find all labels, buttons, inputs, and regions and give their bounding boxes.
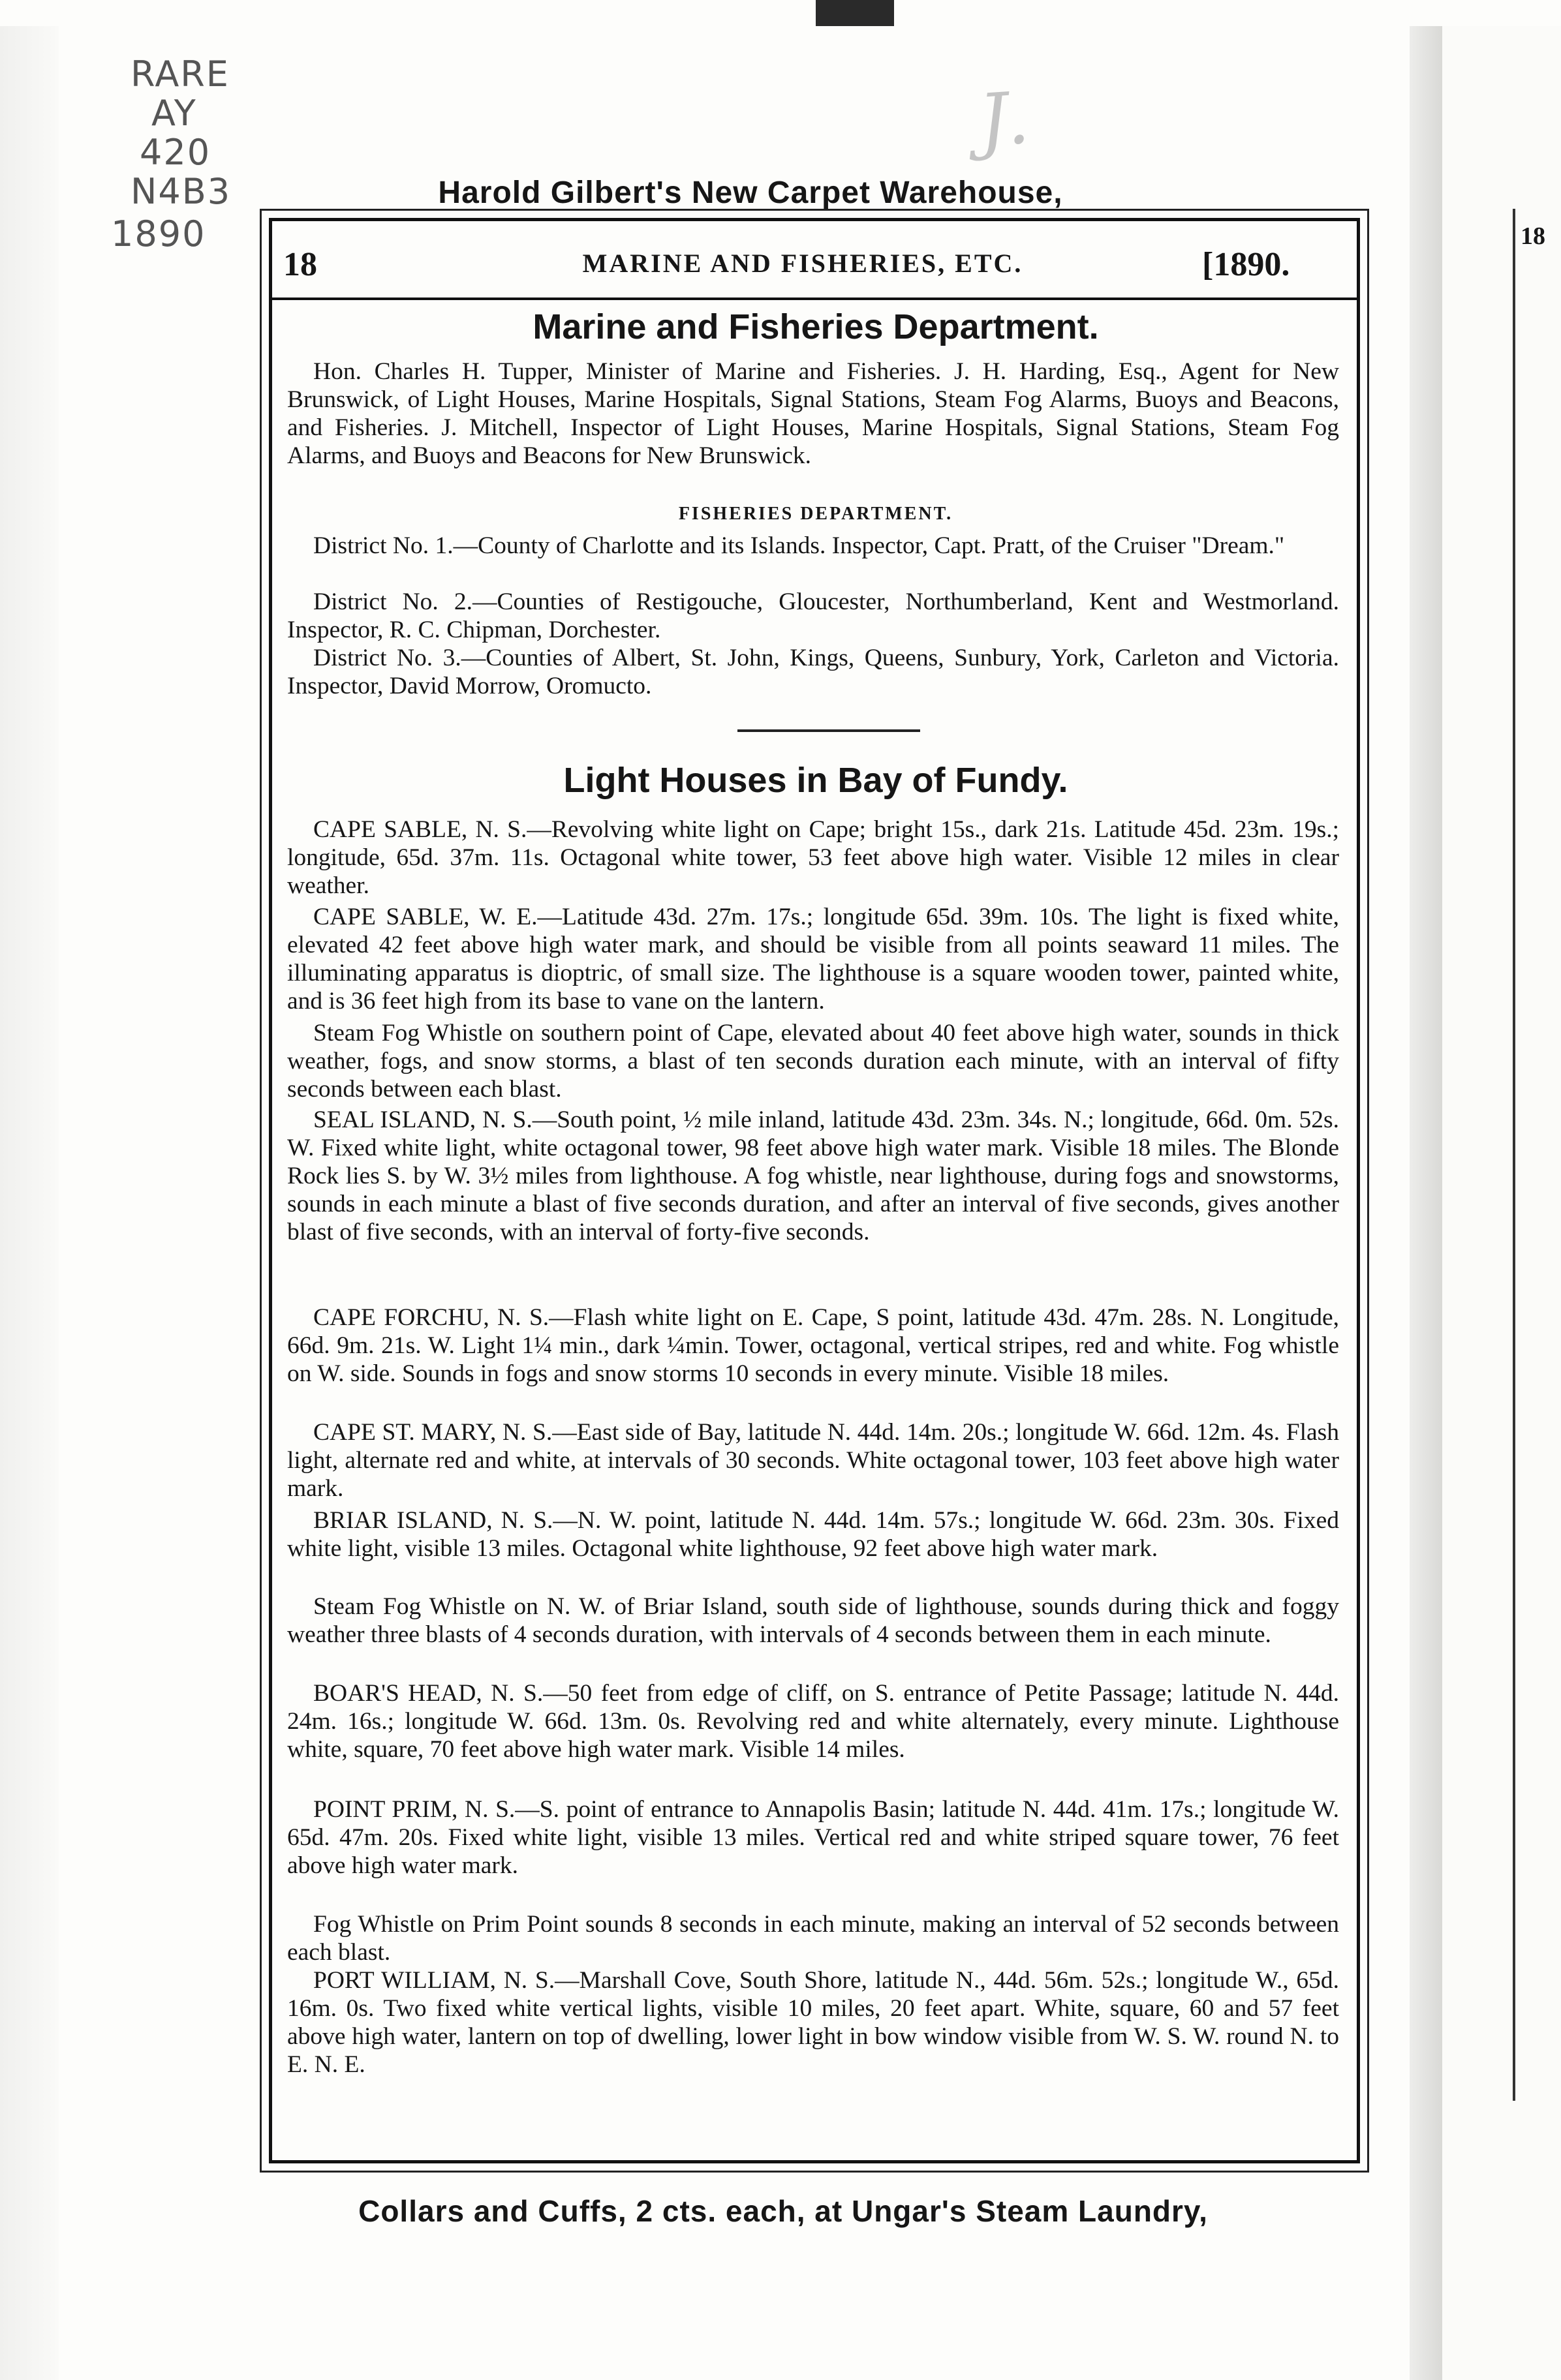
facing-page-border <box>1513 209 1515 2101</box>
page-number: 18 <box>283 246 317 283</box>
catalog-mark-line: 420 <box>140 132 211 173</box>
district-2: District No. 2.—Counties of Restigouche, Gloucester, Northumberland, Kent and Westmorland. Inspector, R. C. Chipman, Dorchester. <box>287 588 1339 643</box>
scan-binding-shadow <box>816 0 894 26</box>
department-intro: Hon. Charles H. Tupper, Minister of Marine and Fisheries. J. H. Harding, Esq., Agent for New Brunswick, of Light Houses, Marine Hospitals, Signal Stations, Steam Fog Alarms, Buoys and Beacons, and Fisheries. J. Mitchell, Inspector of Light Houses, Marine Hospitals, Signal Stations, Steam Fog Alarms, and Buoys and Beacons for New Brunswick. <box>287 358 1339 469</box>
catalog-mark-line: RARE <box>131 53 230 95</box>
section-heading-department: Marine and Fisheries Department. <box>533 307 1099 346</box>
lighthouse-entry: CAPE SABLE, N. S.—Revolving white light on Cape; bright 15s., dark 21s. Latitude 45d. 23m. 19s.; longitude, 65d. 37m. 11s. Octagonal white tower, 53 feet above high water. Visible 12 miles in clear weather. <box>287 816 1339 899</box>
lighthouse-entry: CAPE ST. MARY, N. S.—East side of Bay, latitude N. 44d. 14m. 20s.; longitude W. 66d. 12m. 4s. Flash light, alternate red and white, at intervals of 30 seconds. White octagonal tower, 103 feet above high water mark. <box>287 1419 1339 1502</box>
book-gutter <box>1410 26 1442 2380</box>
footer-advertisement: Collars and Cuffs, 2 cts. each, at Ungar's Steam Laundry, <box>358 2194 1208 2228</box>
facing-page <box>1442 26 1561 2380</box>
section-heading-lighthouses: Light Houses in Bay of Fundy. <box>563 761 1068 800</box>
lighthouse-entry: Steam Fog Whistle on N. W. of Briar Island, south side of lighthouse, sounds during thick and foggy weather three blasts of 4 seconds duration, with intervals of 4 seconds between them in each minute. <box>287 1593 1339 1648</box>
scan-left-margin <box>0 26 59 2380</box>
catalog-mark-line: N4B3 <box>131 171 232 212</box>
section-divider <box>737 729 920 732</box>
lighthouse-entry: SEAL ISLAND, N. S.—South point, ½ mile inland, latitude 43d. 23m. 34s. N.; longitude, 66d. 0m. 52s. W. Fixed white light, white octagonal tower, 98 feet above high water mark. Visible 18 miles. The Blonde Rock lies S. by W. 3½ miles from lighthouse. A fog whistle, near lighthouse, during fogs and snowstorms, sounds in each minute a blast of five seconds duration, and after an interval of five seconds, gives another blast of five seconds, with an interval of forty-five seconds. <box>287 1106 1339 1245</box>
facing-page-folio: 18 <box>1521 222 1545 250</box>
running-head-rule <box>269 298 1360 300</box>
running-title: MARINE AND FISHERIES, ETC. <box>582 249 1023 278</box>
header-advertisement: Harold Gilbert's New Carpet Warehouse, <box>438 175 1063 210</box>
faint-pencil-signature: J. <box>976 64 1196 163</box>
lighthouse-entry: CAPE FORCHU, N. S.—Flash white light on E. Cape, S point, latitude 43d. 47m. 28s. N. Longitude, 66d. 9m. 21s. W. Light 1¼ min., dark ¼min. Tower, octagonal, vertical stripes, red and white. Fog whistle on W. side. Sounds in fogs and snow storms 10 seconds in every minute. Visible 18 miles. <box>287 1304 1339 1387</box>
catalog-mark-line: AY <box>151 93 197 134</box>
catalog-mark-line: 1890 <box>111 213 206 254</box>
lighthouse-entry: CAPE SABLE, W. E.—Latitude 43d. 27m. 17s.; longitude 65d. 39m. 10s. The light is fixed white, elevated 42 feet above high water mark, and should be visible from all points seaward 11 miles. The illuminating apparatus is dioptric, of small size. The lighthouse is a square wooden tower, painted white, and is 36 feet high from its base to vane on the lantern. <box>287 904 1339 1015</box>
fisheries-subheading: FISHERIES DEPARTMENT. <box>678 504 953 524</box>
district-1: District No. 1.—County of Charlotte and its Islands. Inspector, Capt. Pratt, of the Cruiser "Dream." <box>313 532 1285 559</box>
lighthouse-entry: Steam Fog Whistle on southern point of Cape, elevated about 40 feet above high water, sounds in thick weather, fogs, and snow storms, a blast of ten seconds duration each minute, with an interval of fifty seconds between each blast. <box>287 1020 1339 1103</box>
lighthouse-entry: BRIAR ISLAND, N. S.—N. W. point, latitude N. 44d. 14m. 57s.; longitude W. 66d. 23m. 30s. Fixed white light, visible 13 miles. Octagonal white lighthouse, 92 feet above high water mark. <box>287 1507 1339 1562</box>
lighthouse-entry: PORT WILLIAM, N. S.—Marshall Cove, South Shore, latitude N., 44d. 56m. 52s.; longitude W., 65d. 16m. 0s. Two fixed white vertical lights, visible 10 miles, 20 feet apart. White, square, 60 and 57 feet above high water, lantern on top of dwelling, lower light in bow window visible from W. S. W. round N. to E. N. E. <box>287 1967 1339 2078</box>
page-year: [1890. <box>1202 246 1290 283</box>
lighthouse-entry: BOAR'S HEAD, N. S.—50 feet from edge of cliff, on S. entrance of Petite Passage; latitude N. 44d. 24m. 16s.; longitude W. 66d. 13m. 0s. Revolving red and white alternately, every minute. Lighthouse white, square, 70 feet above high water mark. Visible 14 miles. <box>287 1680 1339 1763</box>
lighthouse-entry: Fog Whistle on Prim Point sounds 8 seconds in each minute, making an interval of 52 seconds between each blast. <box>287 1911 1339 1966</box>
district-3: District No. 3.—Counties of Albert, St. John, Kings, Queens, Sunbury, York, Carleton and Victoria. Inspector, David Morrow, Oromucto. <box>287 645 1339 699</box>
lighthouse-entry: POINT PRIM, N. S.—S. point of entrance to Annapolis Basin; latitude N. 44d. 41m. 17s.; longitude W. 65d. 47m. 20s. Fixed white light, visible 13 miles. Vertical red and white striped square tower, 76 feet above high water mark. <box>287 1796 1339 1879</box>
